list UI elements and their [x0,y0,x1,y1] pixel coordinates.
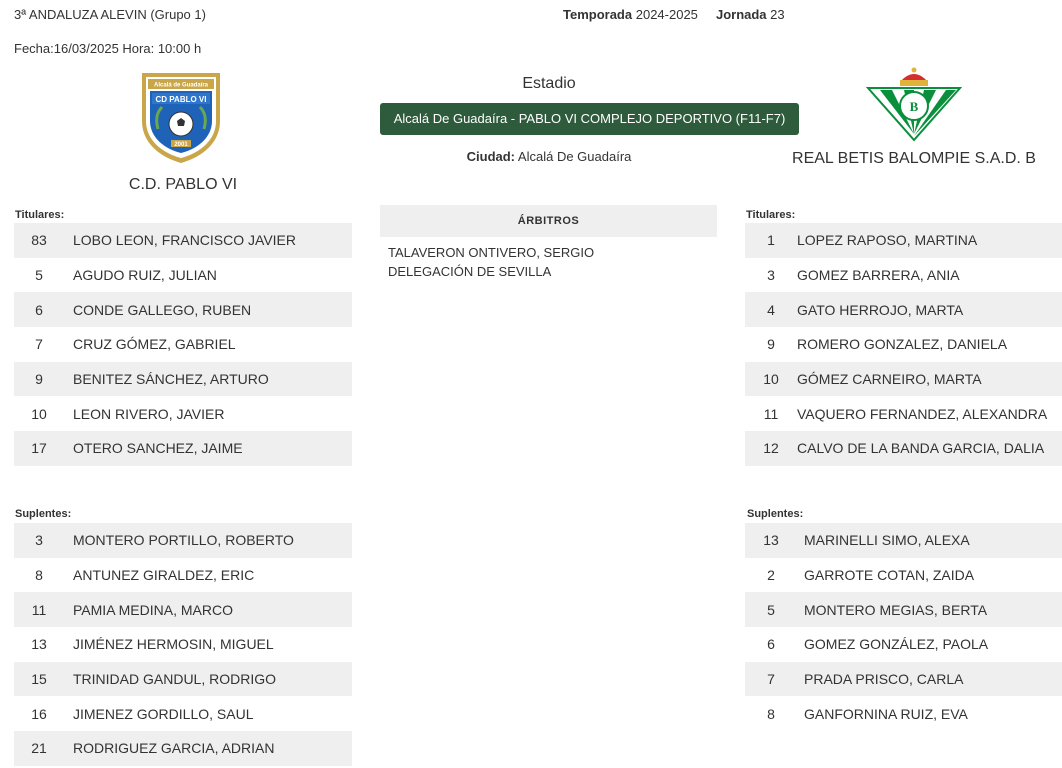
home-subs-label: Suplentes: [15,508,72,520]
player-row[interactable] [14,396,352,431]
player-number: 6 [767,636,775,653]
player-row[interactable] [14,258,352,293]
player-name[interactable]: GOMEZ BARRERA, ANIA [797,267,960,284]
player-number: 11 [763,405,779,422]
player-name[interactable]: JIMENEZ GORDILLO, SAUL [73,705,254,722]
player-name[interactable]: GANFORNINA RUIZ, EVA [804,705,968,722]
player-row[interactable] [14,592,352,627]
player-row[interactable] [14,292,352,327]
player-row[interactable] [14,662,352,697]
player-row[interactable] [14,327,352,362]
player-name[interactable]: AGUDO RUIZ, JULIAN [73,267,217,284]
player-row[interactable] [745,223,1062,258]
season-value: 2024-2025 [635,7,698,22]
player-number: 21 [31,740,47,757]
player-number: 9 [767,336,775,353]
away-subs-label: Suplentes: [747,508,804,520]
home-starters-label: Titulares: [15,209,65,221]
player-name[interactable]: OTERO SANCHEZ, JAIME [73,440,243,457]
player-number: 6 [35,301,43,318]
player-row[interactable] [14,696,352,731]
player-name[interactable]: GATO HERROJO, MARTA [797,301,964,318]
referees-header: ÁRBITROS [380,205,717,237]
player-name[interactable]: MARINELLI SIMO, ALEXA [804,532,970,549]
svg-text:Alcalá de Guadaíra: Alcalá de Guadaíra [153,82,209,89]
match-datetime: Fecha:16/03/2025 Hora: 10:00 h [14,41,202,56]
player-name[interactable]: CRUZ GÓMEZ, GABRIEL [73,336,236,353]
player-row[interactable] [745,627,1062,662]
player-number: 12 [763,440,779,457]
player-row[interactable] [14,731,352,766]
away-starters-label: Titulares: [746,209,796,221]
svg-text:B: B [909,99,919,114]
player-number: 3 [767,267,775,284]
player-number: 7 [35,336,43,353]
player-number: 13 [31,636,47,653]
player-number: 8 [35,567,43,584]
betis-crest-icon [866,66,962,142]
player-name[interactable]: RODRIGUEZ GARCIA, ADRIAN [73,740,275,757]
player-name[interactable]: MONTERO PORTILLO, ROBERTO [73,532,294,549]
player-number: 2 [767,567,775,584]
player-row[interactable] [14,223,352,258]
player-number: 10 [31,405,47,422]
player-number: 3 [35,532,43,549]
player-row[interactable] [14,558,352,593]
player-number: 15 [31,671,47,688]
player-name[interactable]: MONTERO MEGIAS, BERTA [804,601,988,618]
home-subs-list [14,523,352,766]
pablo-vi-crest-icon [138,69,224,165]
player-row[interactable] [745,258,1062,293]
player-name[interactable]: LEON RIVERO, JAVIER [73,405,225,422]
player-number: 7 [767,671,775,688]
player-name[interactable]: BENITEZ SÁNCHEZ, ARTURO [73,371,269,388]
player-name[interactable]: CONDE GALLEGO, RUBEN [73,301,252,318]
player-name[interactable]: GOMEZ GONZÁLEZ, PAOLA [804,636,989,653]
player-number: 4 [767,301,775,318]
player-row[interactable] [14,431,352,466]
player-row[interactable] [745,396,1062,431]
stadium-label: Estadio [522,75,576,92]
player-name[interactable]: GARROTE COTAN, ZAIDA [804,567,975,584]
svg-text:2001: 2001 [174,142,188,148]
player-row[interactable] [14,362,352,397]
player-number: 13 [763,532,779,549]
player-name[interactable]: ANTUNEZ GIRALDEZ, ERIC [73,567,255,584]
svg-text:CD PABLO VI: CD PABLO VI [155,95,207,104]
away-starters-list [745,223,1062,466]
player-name[interactable]: GÓMEZ CARNEIRO, MARTA [797,371,982,388]
player-number: 83 [31,232,47,249]
referee-name: TALAVERON ONTIVERO, SERGIO [388,245,595,260]
season-info [563,7,785,22]
season-label: Temporada [563,7,633,22]
player-name[interactable]: TRINIDAD GANDUL, RODRIGO [73,671,277,688]
home-team-name[interactable]: C.D. PABLO VI [128,176,238,193]
player-row[interactable] [745,662,1062,697]
city-info [380,149,718,164]
away-team-name[interactable]: REAL BETIS BALOMPIE S.A.D. B [792,150,1036,167]
player-row[interactable] [14,627,352,662]
player-number: 8 [767,705,775,722]
player-row[interactable] [14,523,352,558]
player-name[interactable]: ROMERO GONZALEZ, DANIELA [797,336,1008,353]
home-starters-list [14,223,352,466]
player-number: 16 [31,705,47,722]
player-row[interactable] [745,292,1062,327]
stadium-button[interactable]: Alcalá De Guadaíra - PABLO VI COMPLEJO DEPORTIVO (F11-F7) [380,103,799,135]
player-row[interactable] [745,327,1062,362]
player-name[interactable]: VAQUERO FERNANDEZ, ALEXANDRA [797,405,1048,422]
player-row[interactable] [745,362,1062,397]
player-number: 17 [31,440,47,457]
referee-delegation: DELEGACIÓN DE SEVILLA [388,264,552,279]
player-row[interactable] [745,431,1062,466]
round-label: Jornada [715,7,767,22]
player-row[interactable] [745,592,1062,627]
player-name[interactable]: LOPEZ RAPOSO, MARTINA [797,232,978,249]
away-subs-list [745,523,1062,731]
player-row[interactable] [745,558,1062,593]
player-number: 5 [767,601,775,618]
city-value: Alcalá De Guadaíra [517,149,632,164]
player-number: 9 [35,371,43,388]
player-row[interactable] [745,696,1062,731]
player-name[interactable]: JIMÉNEZ HERMOSIN, MIGUEL [73,636,274,653]
player-name[interactable]: LOBO LEON, FRANCISCO JAVIER [73,232,297,249]
player-number: 10 [763,371,779,388]
league-title: 3ª ANDALUZA ALEVIN (Grupo 1) [14,7,206,22]
round-value: 23 [770,7,785,22]
city-label: Ciudad: [466,149,516,164]
player-number: 1 [767,232,775,249]
player-name[interactable]: PRADA PRISCO, CARLA [804,671,964,688]
player-number: 11 [31,601,47,618]
player-row[interactable] [745,523,1062,558]
player-name[interactable]: CALVO DE LA BANDA GARCIA, DALIA [797,440,1045,457]
player-name[interactable]: PAMIA MEDINA, MARCO [73,601,233,618]
player-number: 5 [35,267,43,284]
